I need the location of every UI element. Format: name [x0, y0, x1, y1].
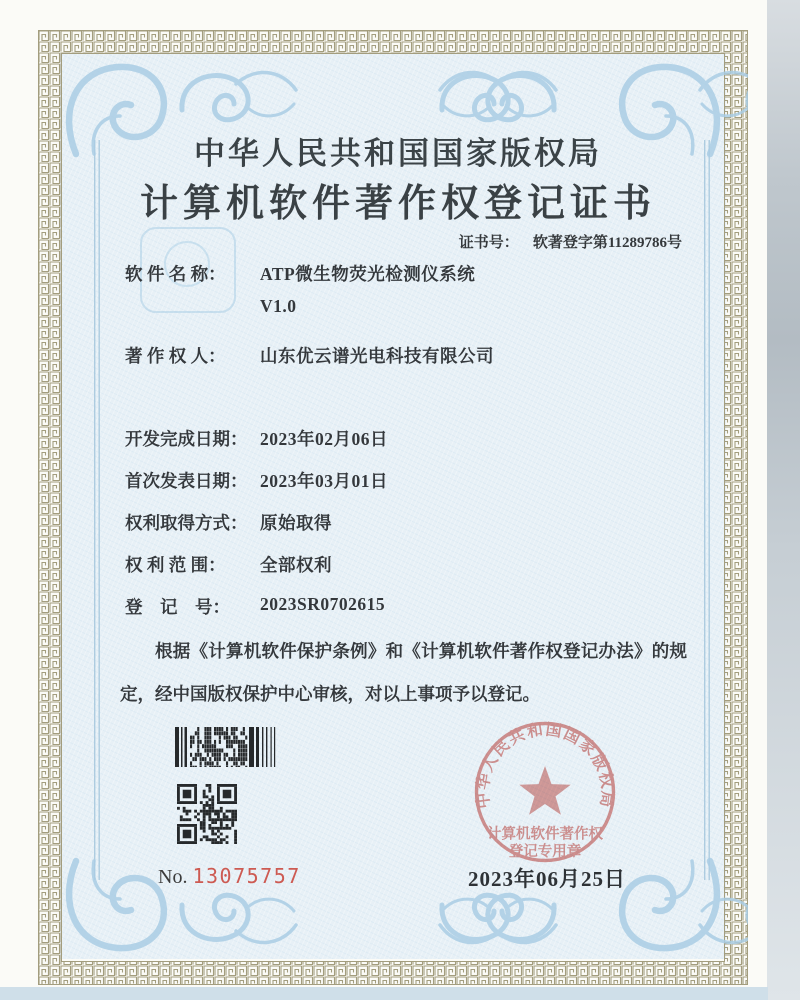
field-software-name: [125, 261, 475, 317]
serial-number-line: [158, 864, 301, 889]
field-label: 软 件 名 称：: [125, 264, 226, 284]
field-label: 首次发表日期：: [125, 471, 248, 491]
field-value: 原始取得: [260, 513, 332, 533]
field-value: 2023年03月01日: [260, 471, 388, 491]
official-red-seal: [460, 707, 630, 877]
field-rights-scope: [125, 552, 332, 577]
certificate-number-value: 软著登字第11289786号: [532, 235, 682, 251]
field-label: 登 记 号：: [125, 597, 230, 617]
field-label: 著 作 权 人：: [125, 346, 226, 366]
seal-star: [519, 766, 570, 815]
seal-ring-text: 中华人民共和国国家版权局: [474, 721, 616, 810]
certificate-number-label: 证书号：: [458, 235, 519, 251]
field-label: 权 利 范 围：: [125, 555, 226, 575]
field-value: 全部权利: [260, 555, 332, 575]
field-value: 山东优云谱光电科技有限公司: [260, 346, 494, 366]
field-value: ATP微生物荧光检测仪系统 V1.0: [260, 264, 476, 316]
registration-statement: 根据《计算机软件保护条例》和《计算机软件著作权登记办法》的规定，经中国版权保护中心审核，对以上事项予以登记。: [120, 641, 687, 704]
serial-number: 13075757: [192, 864, 301, 888]
certificate-number-line: [459, 231, 682, 252]
qr-code: [176, 784, 238, 844]
field-label: 开发完成日期：: [125, 429, 248, 449]
barcode: [175, 727, 281, 767]
field-first-publish-date: [125, 468, 388, 493]
field-dev-complete-date: [125, 426, 388, 451]
issuer-title: 中华人民共和国国家版权局: [194, 136, 602, 171]
certificate-title: 计算机软件著作权登记证书: [139, 183, 656, 225]
field-registration-number: [125, 594, 385, 619]
field-value: 2023SR0702615: [260, 594, 386, 614]
issue-date: 2023年06月25日: [468, 867, 626, 891]
scan-bottom-strip: [0, 987, 768, 1000]
field-rights-acquisition: [125, 510, 332, 535]
field-value: 2023年02月06日: [260, 429, 388, 449]
scan-edge-strip: [767, 0, 800, 1000]
field-copyright-owner: [125, 343, 494, 368]
software-version: V1.0: [260, 296, 297, 316]
seal-caption-line1: 计算机软件著作权: [487, 826, 603, 843]
field-label: 权利取得方式：: [125, 513, 248, 533]
seal-caption-line2: 登记专用章: [508, 844, 582, 860]
serial-prefix: No.: [158, 866, 188, 888]
